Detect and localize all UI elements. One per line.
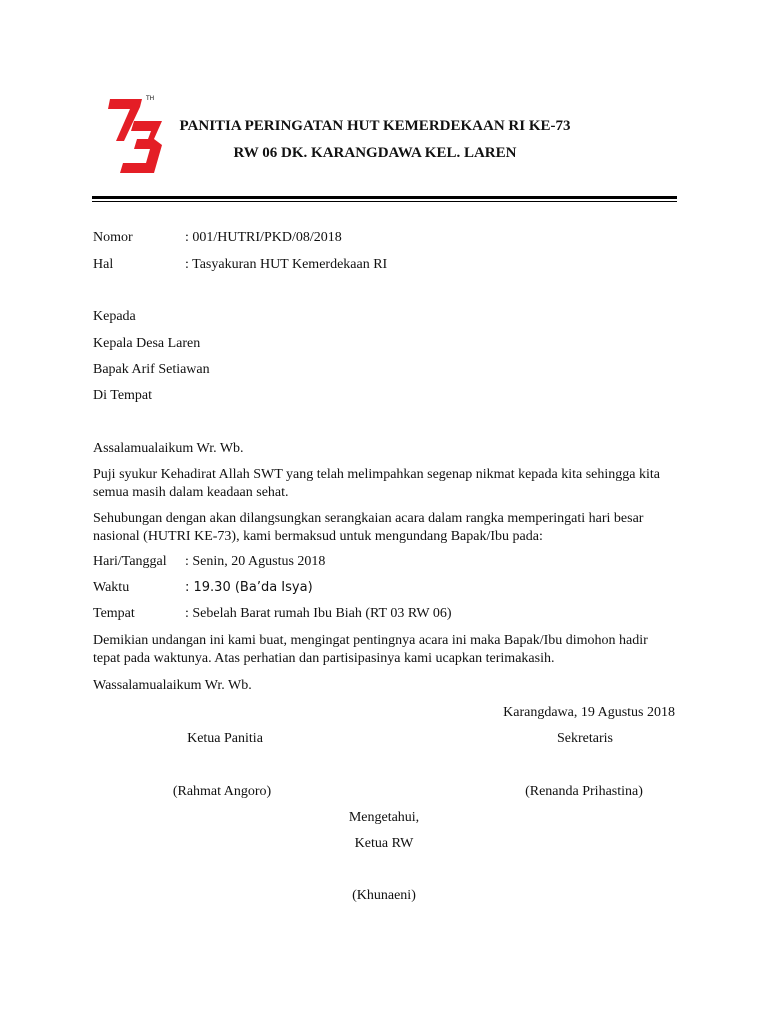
paragraph-3-line-1: Demikian undangan ini kami buat, mengingat pentingnya acara ini maka Bapak/Ibu dimohon hadir xyxy=(93,633,648,648)
sekretaris-title: Sekretaris xyxy=(557,731,613,746)
hut-73-logo xyxy=(104,95,170,177)
ketua-panitia-title: Ketua Panitia xyxy=(187,731,263,746)
logo-superscript: TH xyxy=(146,95,155,102)
letterhead-divider-thick xyxy=(92,196,677,199)
letterhead-subtitle: RW 06 DK. KARANGDAWA KEL. LAREN xyxy=(233,145,517,161)
ketua-rw-title: Ketua RW xyxy=(354,836,414,851)
letterhead-title: PANITIA PERINGATAN HUT KEMERDEKAAN RI KE-73 xyxy=(179,118,571,134)
paragraph-2-line-2: nasional (HUTRI KE-73), kami bermaksud untuk mengundang Bapak/Ibu pada: xyxy=(93,529,543,544)
paragraph-3-line-2: tepat pada waktunya. Atas perhatian dan partisipasinya kami ucapkan terimakasih. xyxy=(93,651,555,666)
paragraph-1-line-1: Puji syukur Kehadirat Allah SWT yang telah melimpahkan segenap nikmat kepada kita sehingga kita xyxy=(93,467,660,482)
hal-label: Hal xyxy=(93,257,114,272)
tempat-value: : Sebelah Barat rumah Ibu Biah (RT 03 RW 06) xyxy=(185,606,452,621)
ketua-rw-name: (Khunaeni) xyxy=(352,888,416,903)
mengetahui-label: Mengetahui, xyxy=(348,810,420,825)
closing: Wassalamualaikum Wr. Wb. xyxy=(93,678,252,693)
greeting: Assalamualaikum Wr. Wb. xyxy=(93,441,244,456)
hari-value: : Senin, 20 Agustus 2018 xyxy=(185,554,326,569)
paragraph-1-line-2: semua masih dalam keadaan sehat. xyxy=(93,485,289,500)
paragraph-2-line-1: Sehubungan dengan akan dilangsungkan serangkaian acara dalam rangka memperingati hari besar xyxy=(93,511,644,526)
ketua-panitia-name: (Rahmat Angoro) xyxy=(172,784,272,799)
recipient-line-title: Kepala Desa Laren xyxy=(93,336,201,351)
sekretaris-name: (Renanda Prihastina) xyxy=(525,784,643,799)
place-date: Karangdawa, 19 Agustus 2018 xyxy=(503,705,675,720)
recipient-line-place: Di Tempat xyxy=(93,388,153,403)
waktu-label: Waktu xyxy=(93,580,130,595)
hal-value: : Tasyakuran HUT Kemerdekaan RI xyxy=(185,257,388,272)
letterhead-divider-thin xyxy=(92,201,677,202)
hari-label: Hari/Tanggal xyxy=(93,554,167,569)
tempat-label: Tempat xyxy=(93,606,135,621)
nomor-label: Nomor xyxy=(93,230,133,245)
waktu-value: : 19.30 (Ba’da Isya) xyxy=(185,580,313,595)
nomor-value: : 001/HUTRI/PKD/08/2018 xyxy=(185,230,342,245)
recipient-line-name: Bapak Arif Setiawan xyxy=(93,362,210,377)
recipient-line-kepada: Kepada xyxy=(93,309,136,324)
hut-73-logo-graphic xyxy=(104,95,170,177)
